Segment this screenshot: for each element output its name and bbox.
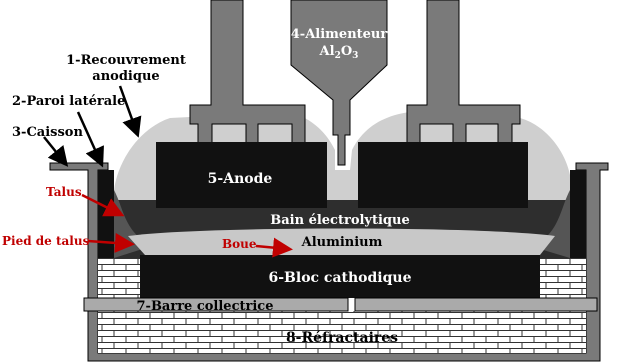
label-paroi: 2-Paroi latérale	[12, 94, 126, 109]
anode-right	[358, 142, 528, 208]
label-aluminium: Aluminium	[301, 235, 383, 250]
side-wall-right	[570, 170, 586, 258]
refractory-bricks-right	[540, 258, 586, 298]
label-recouvrement-2: anodique	[92, 69, 160, 84]
leader-caisson	[44, 137, 65, 163]
label-anode: 5-Anode	[207, 171, 273, 187]
label-recouvrement-1: 1-Recouvrement	[66, 53, 186, 68]
label-bain: Bain électrolytique	[270, 213, 410, 228]
label-pied: Pied de talus	[2, 234, 90, 248]
label-alimenteur-2: $Al_2O_3$	[319, 44, 359, 61]
label-refractaires: 8-Réfractaires	[285, 330, 399, 346]
label-alimenteur-1: 4-Alimenteur	[290, 27, 388, 42]
collector-bar-right	[355, 298, 597, 311]
refractory-bricks-left	[98, 258, 140, 298]
side-wall-left	[98, 170, 114, 258]
label-barre: 7-Barre collectrice	[136, 299, 274, 314]
label-talus: Talus	[46, 185, 82, 199]
label-caisson: 3-Caisson	[12, 125, 83, 140]
label-bloc: 6-Bloc cathodique	[268, 270, 412, 286]
label-boue: Boue	[222, 237, 257, 251]
